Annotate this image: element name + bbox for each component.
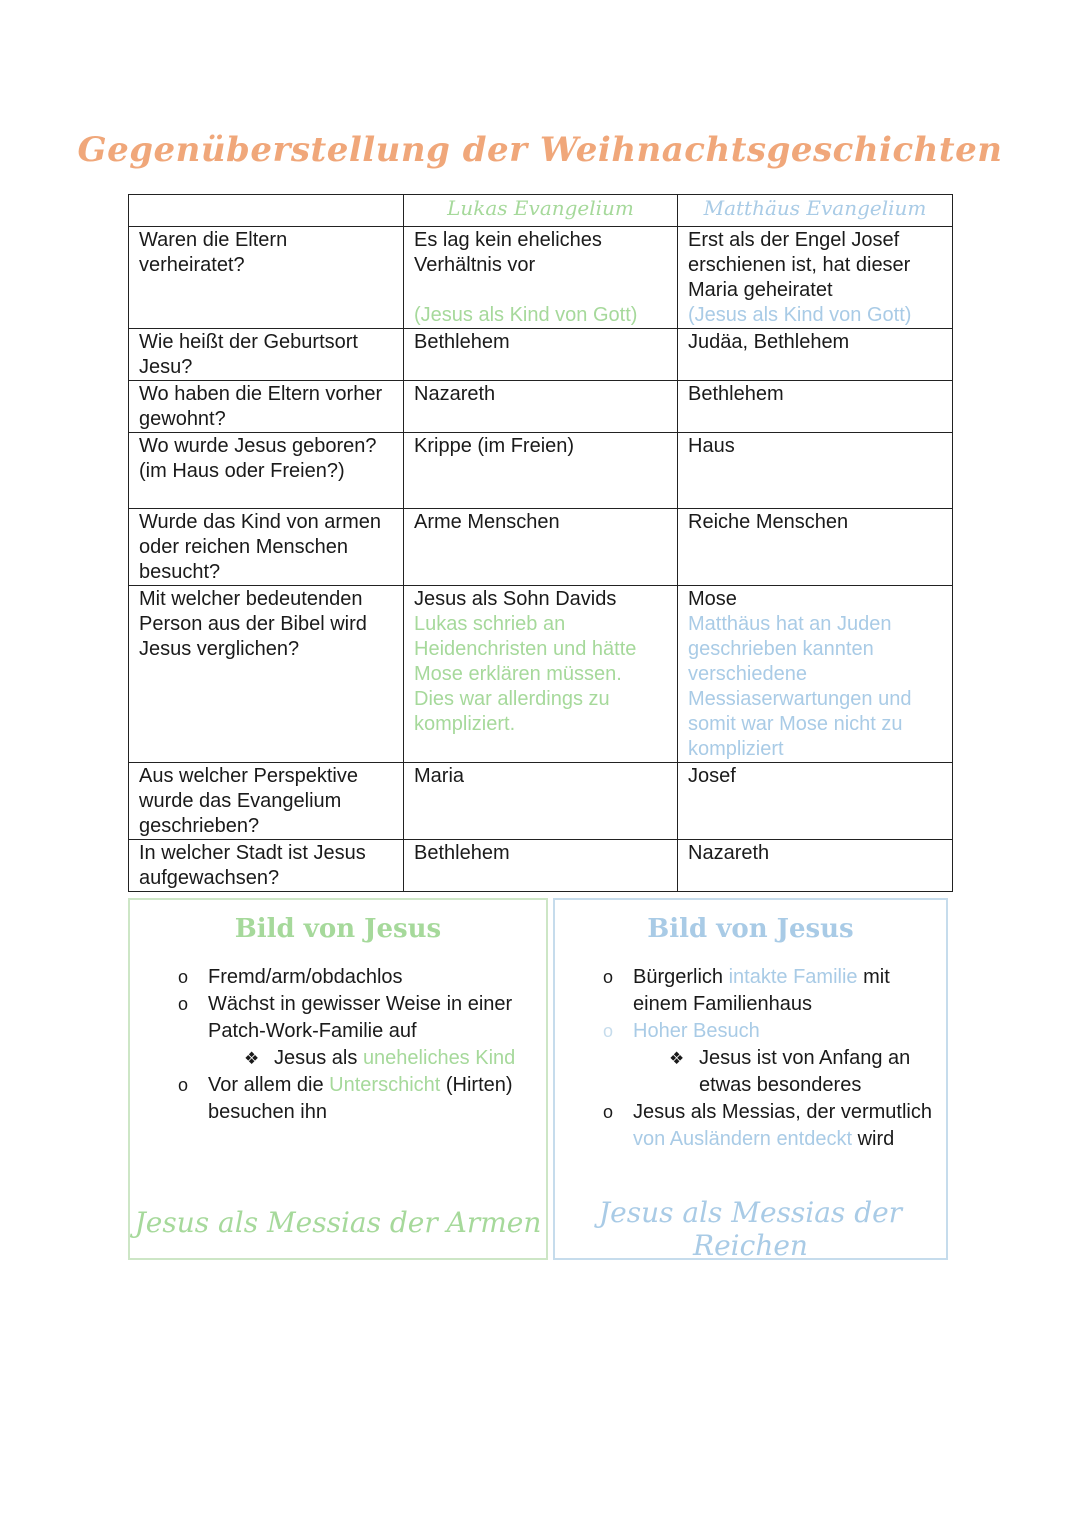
list-item-text: Bürgerlich [633,966,729,988]
question-cell: Mit welcher bedeutenden Person aus der Bibel wird Jesus verglichen? [129,586,404,763]
lukas-cell [404,227,678,329]
header-matthaeus: Matthäus Evangelium [678,195,953,227]
list-item-highlight: intakte Familie [728,966,858,988]
lukas-note: Lukas schrieb an Heidenchristen und hätte Mose erklären müssen. Dies war allerdings zu kompliziert. [414,613,637,735]
list-item: o Wächst in gewisser Weise in einer Patch-Work-Familie auf [208,991,546,1045]
question-cell: Waren die Eltern verheiratet? [129,227,404,329]
lukas-note: (Jesus als Kind von Gott) [414,304,638,326]
lukas-cell: Nazareth [404,381,678,433]
list-item-text: Vor allem die [208,1074,330,1096]
question-cell: Aus welcher Perspektive wurde das Evangelium geschrieben? [129,763,404,840]
list-item-text: wird [852,1128,895,1150]
matthaeus-answer: Erst als der Engel Josef erschienen ist, hat dieser Maria geheiratet [688,229,911,301]
box-footer: Jesus als Messias der Reichen [598,1196,903,1262]
lukas-cell: Maria [404,763,678,840]
table-header-row [129,195,953,227]
matthaeus-cell: Nazareth [678,840,953,892]
list-item-text: Jesus als Messias, der vermutlich [633,1101,932,1123]
matthaeus-cell: Josef [678,763,953,840]
list-item [208,1045,546,1072]
matthaeus-cell: Bethlehem [678,381,953,433]
question-cell: Wurde das Kind von armen oder reichen Menschen besucht? [129,509,404,586]
lukas-cell: Bethlehem [404,840,678,892]
list-item: o Fremd/arm/obdachlos [208,964,546,991]
question-cell: Wo wurde Jesus geboren? (im Haus oder Freien?) [129,433,404,509]
matthaeus-note: Matthäus hat an Juden geschrieben kannten verschiedene Messiaserwartungen und somit war Mose nicht zu kompliziert [688,613,912,760]
table-row [129,509,953,586]
box-title: Bild von Jesus [647,914,854,944]
table-row [129,227,953,329]
matthaeus-cell: Reiche Menschen [678,509,953,586]
lukas-cell: Krippe (im Freien) [404,433,678,509]
list-item-highlight: Unterschicht [329,1074,441,1096]
question-cell: Wo haben die Eltern vorher gewohnt? [129,381,404,433]
list-item-text: Jesus als [274,1047,363,1069]
box-title: Bild von Jesus [234,914,442,944]
lukas-cell: Arme Menschen [404,509,678,586]
list-item-text: (Hirten) besuchen ihn [208,1074,513,1123]
lukas-answer: Es lag kein eheliches Verhältnis vor [414,229,602,276]
matthaeus-answer: Mose [688,588,737,610]
table-row [129,586,953,763]
header-lukas: Lukas Evangelium [404,195,678,227]
list-item-highlight: uneheliches Kind [362,1047,516,1069]
lukas-summary-list [130,964,546,1126]
lukas-cell: Bethlehem [404,329,678,381]
list-item [208,1072,546,1126]
matthaeus-summary-box [553,898,948,1260]
table-row [129,433,953,509]
box-footer: Jesus als Messias der Armen [134,1206,542,1239]
list-item [633,1099,946,1153]
lukas-summary-box [128,898,548,1260]
list-item: ❖ Jesus ist von Anfang an etwas besonderes [633,1045,946,1099]
list-item: o Hoher Besuch [633,1018,946,1045]
question-cell: In welcher Stadt ist Jesus aufgewachsen? [129,840,404,892]
matthaeus-note: (Jesus als Kind von Gott) [688,304,912,326]
list-item [633,964,946,1018]
matthaeus-summary-list [555,964,946,1153]
comparison-table [128,194,953,892]
matthaeus-cell: Judäa, Bethlehem [678,329,953,381]
lukas-answer: Jesus als Sohn Davids [414,588,617,610]
matthaeus-cell [678,227,953,329]
question-cell: Wie heißt der Geburtsort Jesu? [129,329,404,381]
table-row [129,329,953,381]
matthaeus-cell: Haus [678,433,953,509]
table-row [129,840,953,892]
table-row [129,763,953,840]
table-row [129,381,953,433]
header-empty-cell [129,195,404,227]
list-item-highlight: von Ausländern entdeckt [633,1128,853,1150]
list-item-text: mit einem Familienhaus [633,966,890,1015]
lukas-cell [404,586,678,763]
matthaeus-cell [678,586,953,763]
page-title: Gegenüberstellung der Weihnachtsgeschichten [77,130,1003,170]
